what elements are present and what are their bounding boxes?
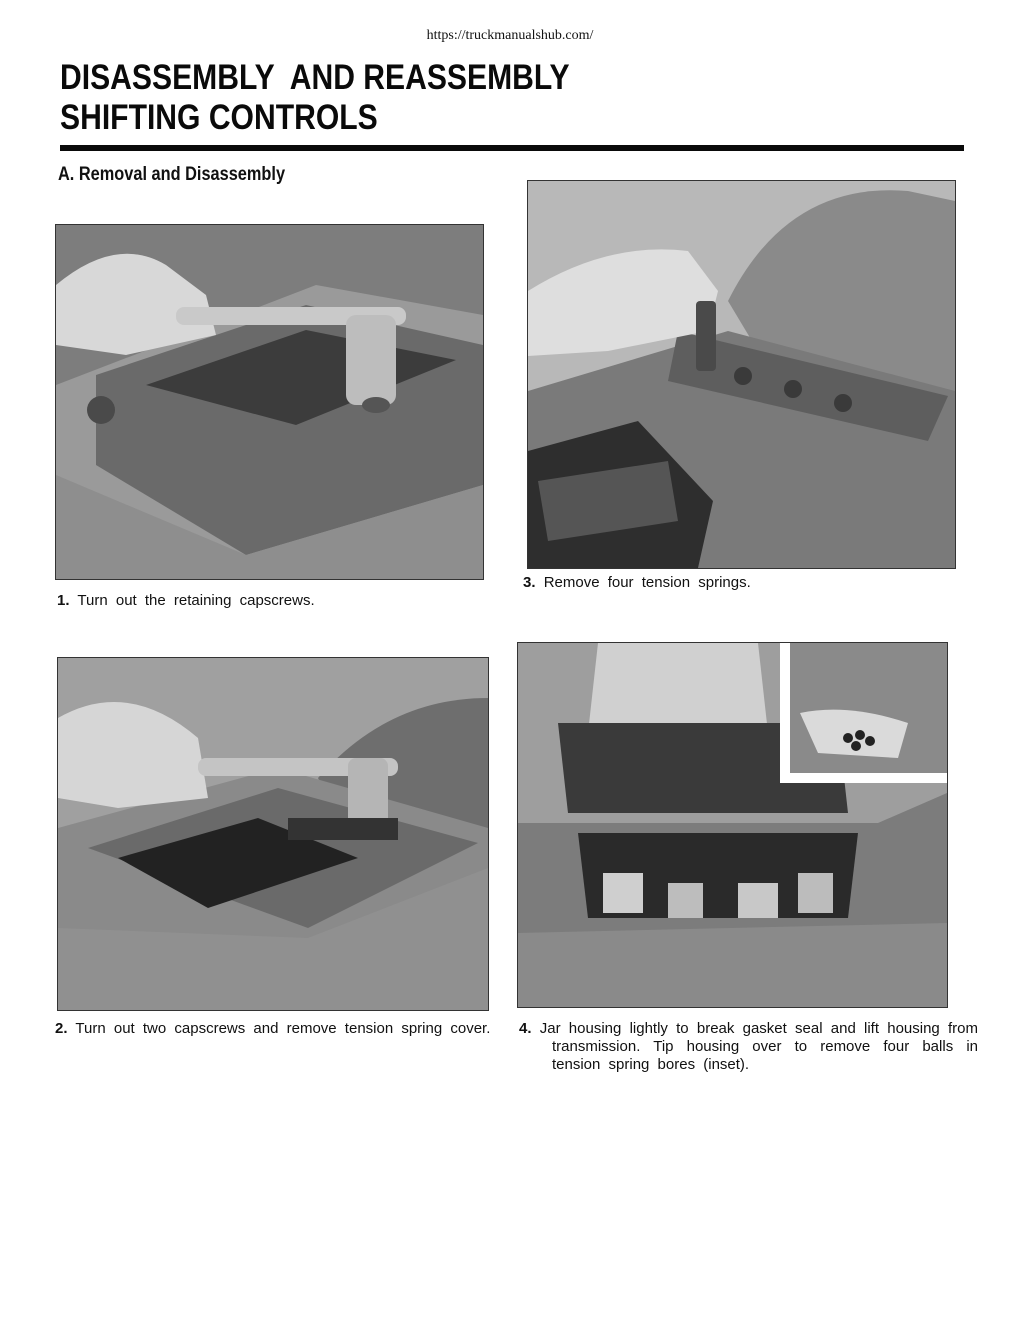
title-rule xyxy=(60,145,964,151)
caption-step-3-text: Remove four tension springs. xyxy=(543,574,751,591)
page-title-line-1: DISASSEMBLY AND REASSEMBLY xyxy=(60,58,570,97)
page-title-line-2: SHIFTING CONTROLS xyxy=(60,98,378,137)
page-title xyxy=(60,58,570,138)
caption-step-2-number: 2. xyxy=(55,1020,68,1037)
caption-step-4-text: Jar housing lightly to break gasket seal and lift housing from transmission. Tip housing over to remove four balls in tension spring bores (inset). xyxy=(539,1020,978,1073)
caption-step-1-text: Turn out the retaining capscrews. xyxy=(77,592,315,609)
caption-step-1-number: 1. xyxy=(57,592,70,609)
photo-step-4 xyxy=(517,642,948,1008)
caption-step-1 xyxy=(57,592,477,610)
section-heading: A. Removal and Disassembly xyxy=(58,164,286,185)
photo-step-2 xyxy=(57,657,489,1011)
source-url: https://truckmanualshub.com/ xyxy=(426,28,594,43)
caption-step-3-number: 3. xyxy=(523,574,536,591)
caption-step-2 xyxy=(55,1020,507,1038)
photo-step-1 xyxy=(55,224,484,580)
caption-step-4 xyxy=(519,1020,978,1074)
caption-step-4-number: 4. xyxy=(519,1020,532,1037)
photo-step-3 xyxy=(527,180,956,569)
caption-step-3 xyxy=(523,574,953,592)
caption-step-2-text: Turn out two capscrews and remove tension spring cover. xyxy=(75,1020,491,1037)
